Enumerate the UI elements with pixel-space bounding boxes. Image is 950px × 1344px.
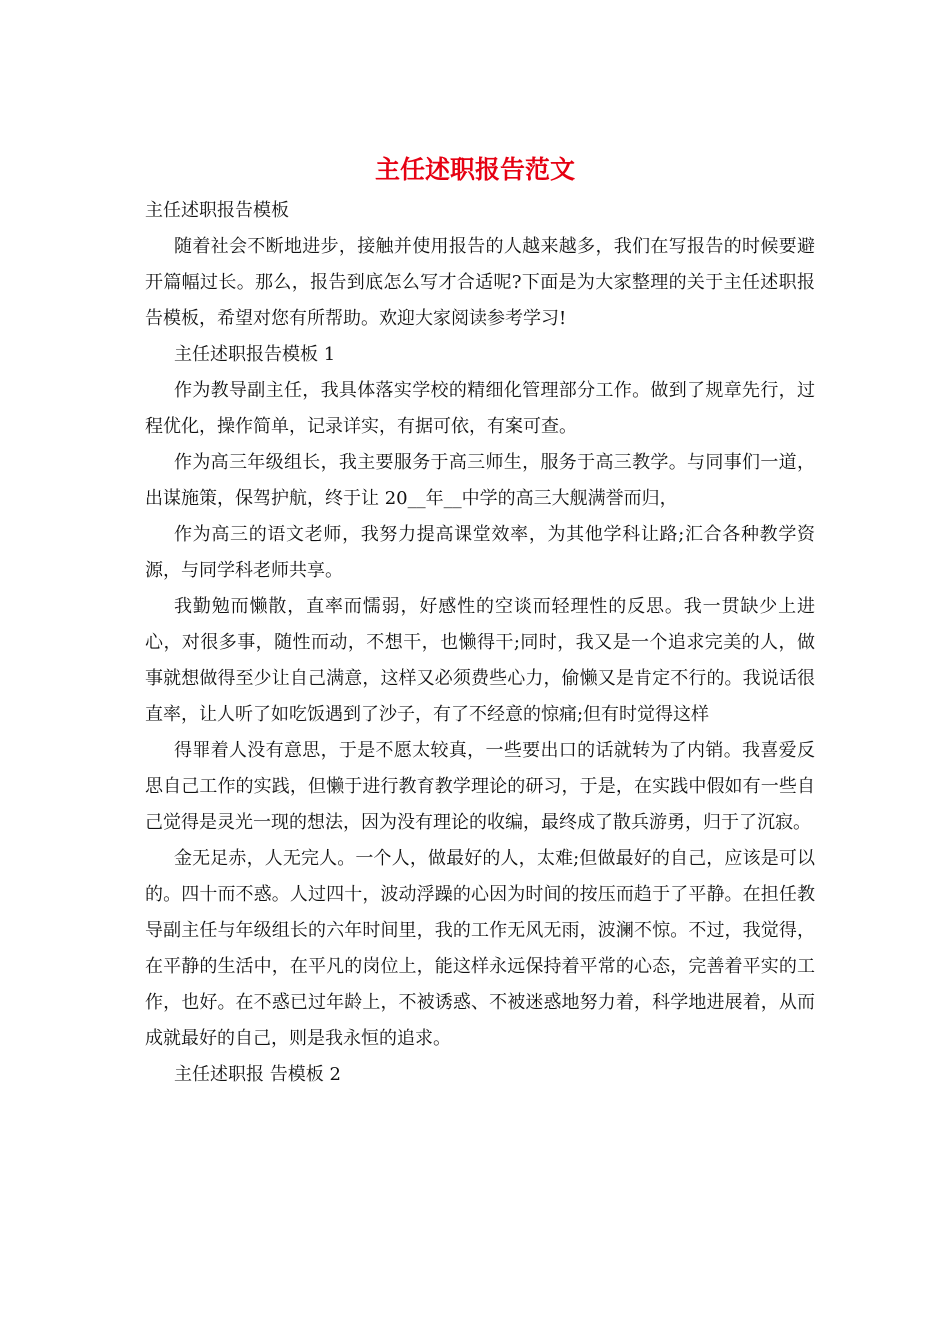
body-paragraph: 作为高三的语文老师，我努力提高课堂效率，为其他学科让路;汇合各种教学资源，与同学科老师共享。 [145,524,815,581]
section-heading-1: 主任述职报告模板 1 [174,344,336,365]
body-paragraph: 得罪着人没有意思，于是不愿太较真，一些要出口的话就转为了内销。我喜爱反思自己工作的实践，但懒于进行教育教学理论的研习，于是，在实践中假如有一些自己觉得是灵光一现的想法，因为没有理论的收编，最终成了散兵游勇，归于了沉寂。 [145,740,815,833]
body-paragraph: 作为教导副主任，我具体落实学校的精细化管理部分工作。做到了规章先行，过程优化，操作简单，记录详实，有据可依，有案可查。 [145,380,815,437]
body-paragraph: 我勤勉而懒散，直率而懦弱，好感性的空谈而轻理性的反思。我一贯缺少上进心，对很多事，随性而动，不想干，也懒得干;同时，我又是一个追求完美的人，做事就想做得至少让自己满意，这样又必须费些心力，偷懒又是肯定不行的。我说话很直率，让人听了如吃饭遇到了沙子，有了不经意的惊痛;但有时觉得这样 [145,596,815,725]
document-body [145,229,815,1093]
document-subtitle: 主任述职报告模板 [145,200,289,221]
body-paragraph: 作为高三年级组长，我主要服务于高三师生，服务于高三教学。与同事们一道，出谋施策，保驾护航，终于让 20__年__中学的高三大舰满誉而归， [145,452,815,509]
intro-paragraph: 随着社会不断地进步，接触并使用报告的人越来越多，我们在写报告的时候要避开篇幅过长。那么，报告到底怎么写才合适呢?下面是为大家整理的关于主任述职报告模板，希望对您有所帮助。欢迎大家阅读参考学习! [145,236,815,329]
section-heading-2: 主任述职报 告模板 2 [174,1064,341,1085]
document-title: 主任述职报告范文 [374,155,575,184]
body-paragraph: 金无足赤，人无完人。一个人，做最好的人，太难;但做最好的自己，应该是可以的。四十而不惑。人过四十，波动浮躁的心因为时间的按压而趋于了平静。在担任教导副主任与年级组长的六年时间里，我的工作无风无雨，波澜不惊。不过，我觉得，在平静的生活中，在平凡的岗位上，能这样永远保持着平常的心态，完善着平实的工作，也好。在不惑已过年龄上，不被诱惑、不被迷惑地努力着，科学地进展着，从而成就最好的自己，则是我永恒的追求。 [145,848,815,1049]
